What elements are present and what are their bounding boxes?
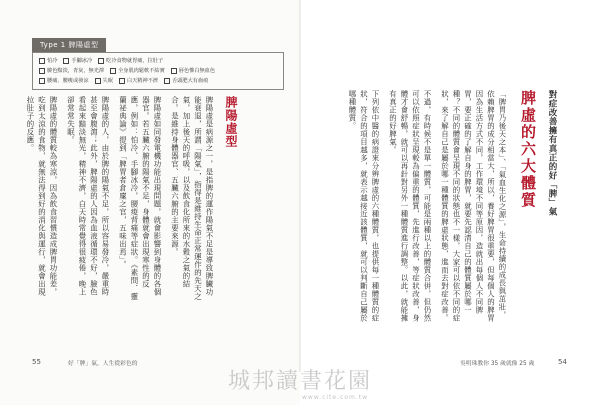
paragraph: 脾陽虛的體質較為寒涼，因為飲食習慣造成脾胃功能差，吃到太涼的食物，就無法得到好的消化與運行，就會出現拉肚子的反應。 (26, 96, 58, 296)
checkbox-icon[interactable] (63, 58, 69, 64)
checklist-item[interactable]: 怕冷 (39, 56, 57, 66)
paragraph: 「脾胃乃後天之本」、「氣血生化之源」，生命持續的成長與茁壯，依賴脾胃的成分相當大，所以，養好脾胃很重要，但每個人的脾胃因為生活方式不同，工作環境不同等原因，造就出每個人不同脾胃，要正確的了解自身的脾胃，就要先認清自己的體質屬於哪一種？不同的體質會呈現不同的狀態也不一樣，大家可以依不同的症狀，來了解自己是屬於哪一種體質的脾虛狀態，進而去對症改善。 (440, 90, 507, 322)
watermark (0, 370, 600, 405)
checklist-item[interactable]: 白天精神不濟 (119, 76, 158, 86)
page-number: 54 (558, 358, 567, 366)
body-text (340, 90, 508, 325)
checklist-item[interactable]: 失眠 (95, 76, 113, 86)
checklist-item[interactable]: 吃冷食物就胃痛，拉肚子 (98, 56, 163, 66)
page-gutter (299, 0, 301, 372)
running-title: 吳明珠教你 35 歲就像 25 歲 (460, 361, 535, 367)
watermark-logo: 城邦讀書花園 (227, 369, 372, 394)
checkbox-icon[interactable] (39, 78, 45, 84)
checklist-item[interactable]: 臉色黯淡，青灰，無光澤 (39, 66, 104, 76)
paragraph: 下列依中醫的病證來分辨脾虛的六種體質，也提供每一種體質的症狀，符合的項目越多，就表示越接近該體質，就可以判斷自己屬於哪種體質。 (348, 90, 380, 322)
checklist-item[interactable]: 舌頭肥大有齒痕 (164, 76, 208, 86)
checklist-row (39, 56, 277, 66)
subheading: 對症改善擁有真正的好「脾」氣 (547, 90, 557, 216)
checkbox-icon[interactable] (119, 78, 125, 84)
checkbox-icon[interactable] (39, 58, 45, 64)
checkbox-icon[interactable] (39, 68, 45, 74)
paragraph: 脾陽虛是病源之一，是指脾的運作陽氣不足是導致脾臟功能衰退，所謂「陽氣」，指得是維持生命正常運作的先天之氣，加上後天的呼吸，以及飲食化所來的水穀之氣的結合。是維持身體器官、五臟六腑的主要來源。 (170, 96, 214, 301)
paragraph: 不過，有時候不是單一體質，可能是兩種以上的體質合併，但仍然可以依照症狀呈現較為偏重的體質，先進行改善，等症狀改善，身體才會舒暢，就可以再針對另外一種體質進行調整。以此，就能擁有真正的好脾氣。 (388, 90, 432, 322)
type-box (32, 32, 282, 90)
symptom-checklist (32, 52, 284, 90)
checklist-item[interactable]: 唇色慘白無血色 (171, 66, 215, 76)
page-number: 55 (32, 358, 41, 366)
paragraph: 脾陽虛的人，由於脾的陽氣不足，所以容易發冷，嚴重時甚至會腹瀉；此外，脾陽虛的人因為血液循環不好，臉色看起來黯淡無光，精神不濟，白天時常覺得很疲倦，晚上卻常常失眠。 (66, 96, 110, 296)
checkbox-icon[interactable] (95, 78, 101, 84)
checklist-row (39, 76, 277, 86)
watermark-url: www.cite.com.tw (302, 394, 368, 401)
checkbox-icon[interactable] (98, 58, 104, 64)
checkbox-icon[interactable] (164, 78, 170, 84)
paragraph: 脾陽虛如同發電機功能出現問題，就會影響到身體的各個器官。若五臟六腑的陽氣不足，身體就會出現寒性的反應，例如：怕冷、手腳冰冷，腰痠背痛等症狀。《素問．靈蘭祕典論》提到「脾胃者倉廩之官，五味出焉」。 (118, 96, 162, 301)
checklist-item[interactable]: 手腳冰冷 (63, 56, 92, 66)
section-heading: 脾陽虛型 (224, 96, 238, 148)
checklist-item[interactable]: 腰痛、腰痠或發涼 (39, 76, 89, 86)
checkbox-icon[interactable] (110, 68, 116, 74)
type-box-title: Type 1 脾陽虛型 (32, 38, 106, 52)
checkbox-icon[interactable] (171, 68, 177, 74)
running-title: 好「脾」氣，人生從彩色的 (68, 361, 138, 367)
checklist-item[interactable]: 全身肌肉鬆軟不結實 (110, 66, 165, 76)
chapter-heading: 脾虛的六大體質 (519, 90, 537, 209)
checklist-row (39, 66, 277, 76)
body-text (26, 96, 215, 301)
